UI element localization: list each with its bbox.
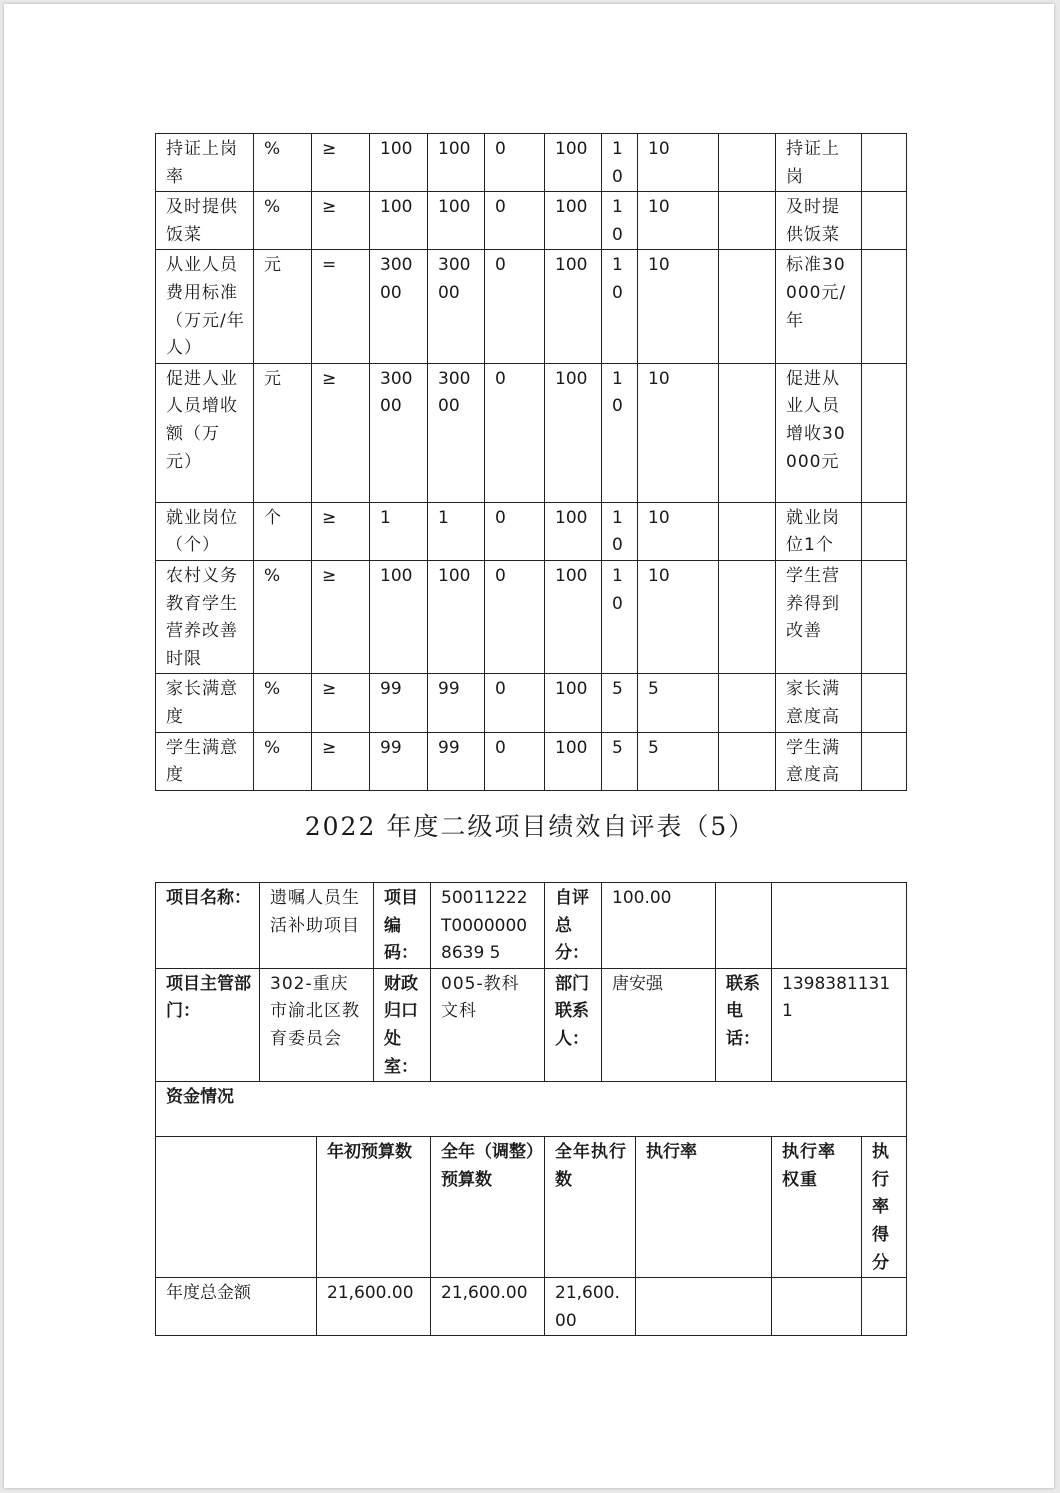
indicator-remark [719,363,776,502]
indicator-desc: 持证上岗 [776,134,862,192]
indicator-col6: 0 [485,502,545,560]
indicator-target: 100 [370,560,428,673]
indicator-operator: ≥ [312,732,370,790]
indicator-row [156,732,907,790]
indicator-col7: 100 [545,674,602,732]
exec-rate-header: 执行率 [636,1137,772,1278]
funds-header-blank [156,1137,317,1278]
indicator-desc: 家长满意度高 [776,674,862,732]
indicator-remark [719,674,776,732]
indicator-last [862,250,907,363]
indicator-name: 家长满意度 [156,674,254,732]
indicator-weight: 10 [602,502,638,560]
exec-score-header: 执行率得分 [862,1137,907,1278]
exec-weight-header: 执行率权重 [772,1137,862,1278]
indicator-desc: 及时提供饭菜 [776,192,862,250]
project-table [155,882,907,1336]
funds-header-row [156,1137,907,1278]
indicator-desc: 促进从业人员增收30000元 [776,363,862,502]
indicator-remark [719,560,776,673]
indicator-last [862,560,907,673]
indicator-desc: 学生满意度高 [776,732,862,790]
dept-value: 302-重庆市渝北区教育委员会 [260,968,374,1081]
indicator-unit: 元 [254,250,312,363]
indicator-remark [719,250,776,363]
indicator-adjusted: 100 [428,560,485,673]
indicator-row [156,560,907,673]
indicator-remark [719,502,776,560]
project-code-label: 项目编码： [374,883,431,969]
indicator-weight: 5 [602,674,638,732]
indicator-col7: 100 [545,134,602,192]
indicator-unit: 元 [254,363,312,502]
indicator-unit: % [254,192,312,250]
indicator-last [862,192,907,250]
project-name-value: 遗嘱人员生活补助项目 [260,883,374,969]
project-code-value: 50011222T00000008639 5 [431,883,545,969]
indicator-operator: ≥ [312,363,370,502]
indicator-name: 农村义务教育学生营养改善时限 [156,560,254,673]
total-exec-rate [636,1278,772,1336]
blank-cell [772,883,907,969]
total-label: 年度总金额 [156,1278,317,1336]
self-score-value: 100.00 [602,883,716,969]
total-exec-score [862,1278,907,1336]
adjusted-budget-header: 全年（调整）预算数 [431,1137,545,1278]
indicator-row [156,363,907,502]
indicator-desc: 标准30000元/年 [776,250,862,363]
indicator-col6: 0 [485,560,545,673]
indicator-desc: 学生营养得到改善 [776,560,862,673]
indicator-adjusted: 99 [428,732,485,790]
total-executed: 21,600.00 [545,1278,636,1336]
indicator-operator: ≥ [312,192,370,250]
indicator-score: 10 [638,192,719,250]
indicator-target: 30000 [370,363,428,502]
indicator-name: 及时提供饭菜 [156,192,254,250]
indicator-weight: 10 [602,134,638,192]
phone-label: 联系电话： [716,968,772,1081]
indicator-unit: % [254,674,312,732]
indicator-score: 10 [638,134,719,192]
indicator-adjusted: 100 [428,192,485,250]
indicator-adjusted: 1 [428,502,485,560]
contact-label: 部门联系人： [545,968,602,1081]
indicator-weight: 10 [602,560,638,673]
indicator-col6: 0 [485,363,545,502]
executed-header: 全年执行数 [545,1137,636,1278]
indicator-row [156,192,907,250]
indicator-unit: % [254,560,312,673]
indicator-target: 100 [370,134,428,192]
total-adjusted-budget: 21,600.00 [431,1278,545,1336]
indicator-adjusted: 30000 [428,363,485,502]
indicator-col6: 0 [485,192,545,250]
indicator-score: 10 [638,363,719,502]
indicator-adjusted: 30000 [428,250,485,363]
indicator-col6: 0 [485,250,545,363]
indicator-last [862,134,907,192]
indicator-remark [719,192,776,250]
indicator-adjusted: 100 [428,134,485,192]
indicator-target: 1 [370,502,428,560]
indicator-row [156,250,907,363]
indicator-weight: 10 [602,363,638,502]
project-info-row [156,883,907,969]
indicator-target: 30000 [370,250,428,363]
section-title: 2022 年度二级项目绩效自评表（5） [304,812,756,841]
indicator-desc: 就业岗位1个 [776,502,862,560]
indicator-last [862,674,907,732]
phone-value: 13983811311 [772,968,907,1081]
indicator-score: 10 [638,560,719,673]
office-label: 财政归口处室： [374,968,431,1081]
blank-cell [716,883,772,969]
total-row [156,1278,907,1336]
indicator-operator: ≥ [312,134,370,192]
indicator-remark [719,732,776,790]
indicator-last [862,363,907,502]
indicator-last [862,502,907,560]
total-exec-weight [772,1278,862,1336]
indicator-target: 99 [370,732,428,790]
indicator-score: 10 [638,250,719,363]
indicator-score: 10 [638,502,719,560]
indicator-weight: 5 [602,732,638,790]
indicator-remark [719,134,776,192]
project-name-label: 项目名称： [156,883,260,969]
indicator-weight: 10 [602,250,638,363]
indicator-name: 学生满意度 [156,732,254,790]
initial-budget-header: 年初预算数 [317,1137,431,1278]
indicator-col7: 100 [545,502,602,560]
contact-value: 唐安强 [602,968,716,1081]
self-score-label: 自评总分： [545,883,602,969]
indicator-col7: 100 [545,560,602,673]
indicator-name: 持证上岗率 [156,134,254,192]
indicator-col7: 100 [545,732,602,790]
indicator-table [155,133,907,791]
office-value: 005-教科文科 [431,968,545,1081]
indicator-operator: = [312,250,370,363]
indicator-col7: 100 [545,250,602,363]
indicator-target: 99 [370,674,428,732]
indicator-row [156,674,907,732]
dept-label: 项目主管部门： [156,968,260,1081]
funds-label: 资金情况 [156,1082,907,1137]
indicator-row [156,502,907,560]
indicator-target: 100 [370,192,428,250]
funds-row [156,1082,907,1137]
indicator-operator: ≥ [312,560,370,673]
indicator-col6: 0 [485,674,545,732]
indicator-adjusted: 99 [428,674,485,732]
indicator-score: 5 [638,732,719,790]
indicator-name: 从业人员费用标准（万元/年人） [156,250,254,363]
indicator-weight: 10 [602,192,638,250]
indicator-row [156,134,907,192]
indicator-unit: 个 [254,502,312,560]
indicator-score: 5 [638,674,719,732]
indicator-unit: % [254,134,312,192]
total-initial-budget: 21,600.00 [317,1278,431,1336]
project-dept-row [156,968,907,1081]
indicator-name: 就业岗位（个） [156,502,254,560]
indicator-name: 促进人业人员增收额（万元） [156,363,254,502]
indicator-col6: 0 [485,134,545,192]
indicator-operator: ≥ [312,674,370,732]
indicator-unit: % [254,732,312,790]
indicator-col6: 0 [485,732,545,790]
indicator-last [862,732,907,790]
indicator-operator: ≥ [312,502,370,560]
indicator-col7: 100 [545,363,602,502]
indicator-col7: 100 [545,192,602,250]
